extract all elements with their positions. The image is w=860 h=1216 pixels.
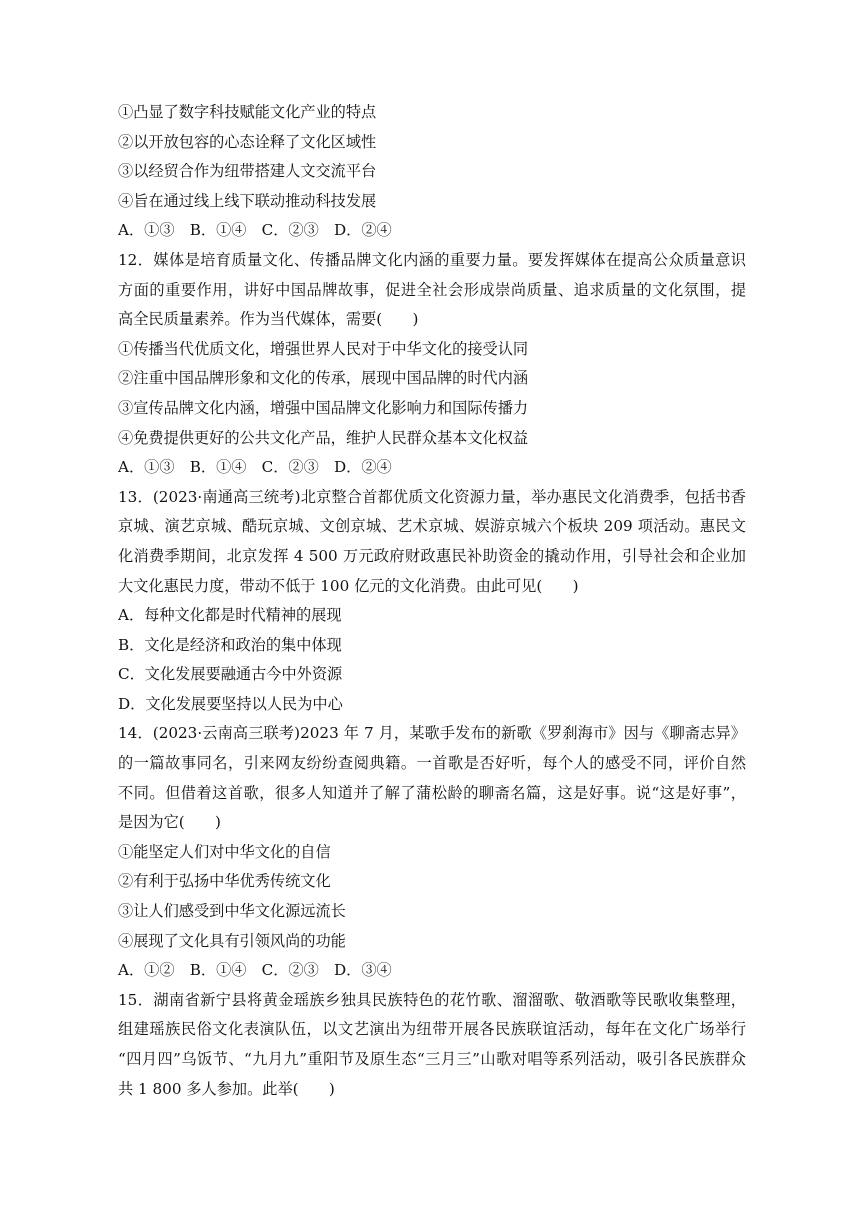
option-line: ③让人们感受到中华文化源远流长 [118, 902, 346, 921]
question-stem-line: “四月四”乌饭节、“九月九”重阳节及原生态“三月三”山歌对唱等系列活动，吸引各民族群众 [118, 1050, 746, 1068]
page-content [118, 98, 746, 1104]
option-line: ③宣传品牌文化内涵，增强中国品牌文化影响力和国际传播力 [118, 398, 529, 417]
question-stem-line: 13．(2023·南通高三统考)北京整合首都优质文化资源力量，举办惠民文化消费季，包括书香 [118, 487, 746, 506]
question-15 [118, 986, 746, 1104]
answer-choices: A．①③ B．①④ C．②③ D．②④ [118, 221, 392, 240]
question-stem-line: 方面的重要作用，讲好中国品牌故事，促进全社会形成崇尚质量、追求质量的文化氛围，提 [118, 280, 746, 299]
question-stem-line: 不同。但借着这首歌，很多人知道并了解了蒲松龄的聊斋名篇，这是好事。说“这是好事”， [118, 783, 746, 802]
option-line: ①传播当代优质文化，增强世界人民对于中华文化的接受认同 [118, 339, 529, 358]
question-stem-line: 是因为它( ) [118, 813, 221, 832]
option-line: ④展现了文化具有引领风尚的功能 [118, 931, 346, 950]
question-stem-line: 共 1 800 多人参加。此举( ) [118, 1079, 335, 1098]
option-line: ①凸显了数字科技赋能文化产业的特点 [118, 103, 377, 121]
question-stem-line: 组建瑶族民俗文化表演队伍，以文艺演出为纽带开展各民族联谊活动，每年在文化广场举行 [118, 1020, 746, 1039]
choice-line: B．文化是经济和政治的集中体现 [118, 635, 342, 654]
question-11-options [118, 98, 746, 246]
option-line: ④旨在通过线上线下联动推动科技发展 [118, 191, 377, 210]
option-line: ②有利于弘扬中华优秀传统文化 [118, 872, 331, 891]
question-12 [118, 246, 746, 483]
option-line: ②注重中国品牌形象和文化的传承，展现中国品牌的时代内涵 [118, 369, 529, 388]
question-14 [118, 719, 746, 985]
option-line: ③以经贸合作为纽带搭建人文交流平台 [118, 162, 377, 181]
question-stem-line: 的一篇故事同名，引来网友纷纷查阅典籍。一首歌是否好听，每个人的感受不同，评价自然 [118, 754, 746, 773]
question-stem-line: 高全民质量素养。作为当代媒体，需要( ) [118, 310, 419, 329]
question-stem-line: 京城、演艺京城、酷玩京城、文创京城、艺术京城、娱游京城六个板块 209 项活动。惠民文 [118, 517, 746, 536]
choice-line: D．文化发展要坚持以人民为中心 [118, 694, 343, 713]
answer-choices: A．①② B．①④ C．②③ D．③④ [118, 961, 392, 980]
option-line: ②以开放包容的心态诠释了文化区域性 [118, 132, 377, 151]
choice-line: A．每种文化都是时代精神的展现 [118, 606, 342, 625]
question-13 [118, 483, 746, 720]
question-stem-line: 12．媒体是培育质量文化、传播品牌文化内涵的重要力量。要发挥媒体在提高公众质量意识 [118, 250, 746, 269]
option-line: ①能坚定人们对中华文化的自信 [118, 842, 331, 861]
question-stem-line: 大文化惠民力度，带动不低于 100 亿元的文化消费。由此可见( ) [118, 576, 579, 595]
question-stem-line: 化消费季期间，北京发挥 4 500 万元政府财政惠民补助资金的撬动作用，引导社会和企业加 [118, 546, 746, 565]
question-stem-line: 15．湖南省新宁县将黄金瑶族乡独具民族特色的花竹歌、溜溜歌、敬酒歌等民歌收集整理， [118, 990, 746, 1009]
question-stem-line: 14．(2023·云南高三联考)2023 年 7 月，某歌手发布的新歌《罗刹海市》因与《聊斋志异》 [118, 724, 746, 743]
choice-line: C．文化发展要融通古今中外资源 [118, 665, 343, 684]
option-line: ④免费提供更好的公共文化产品，维护人民群众基本文化权益 [118, 428, 529, 447]
answer-choices: A．①③ B．①④ C．②③ D．②④ [118, 458, 392, 477]
